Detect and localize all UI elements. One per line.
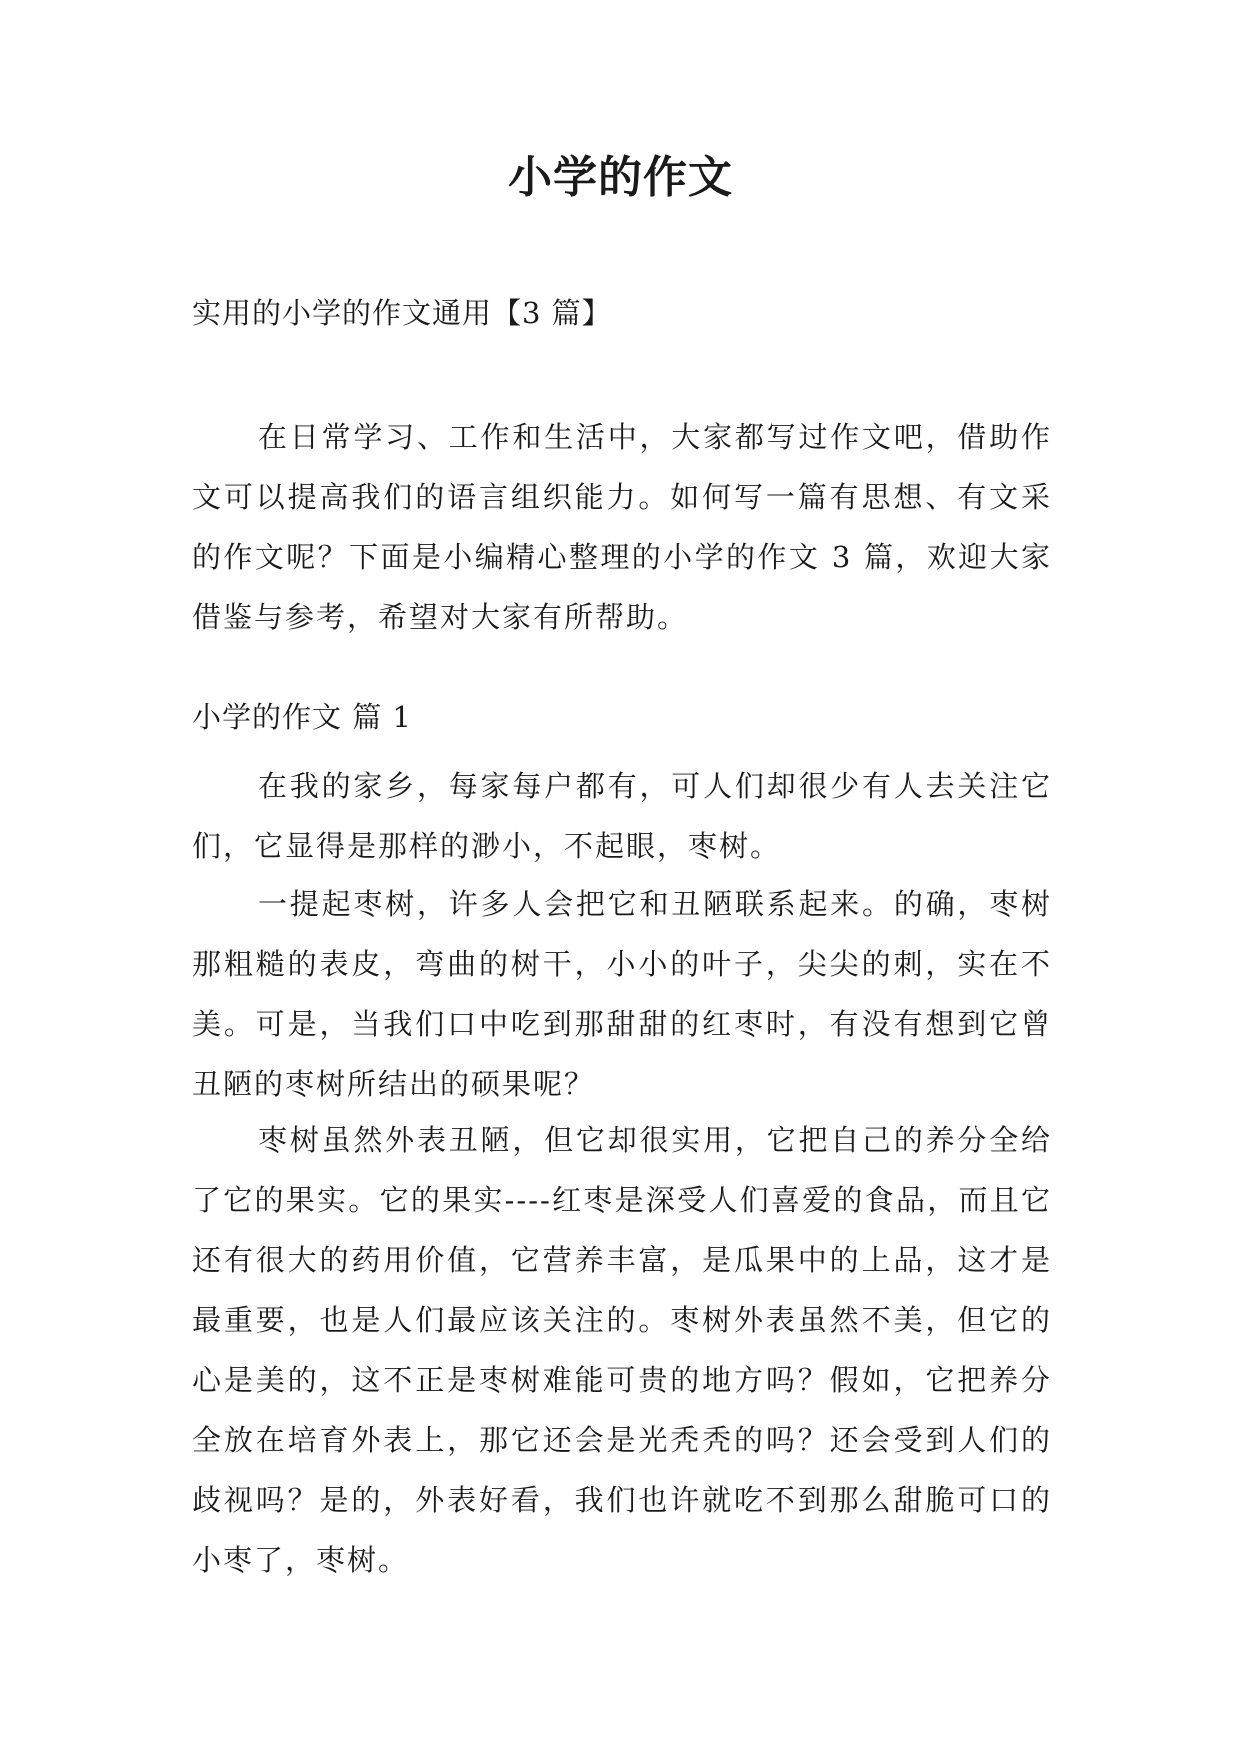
section-heading: 小学的作文 篇 1	[192, 700, 412, 734]
body-paragraph-3: 枣树虽然外表丑陋，但它却很实用，它把自己的养分全给了它的果实。它的果实----红枣是深受人们喜爱的食品，而且它还有很大的药用价值，它营养丰富，是瓜果中的上品，这才是最重要，也是人们最应该关注的。枣树外表虽然不美，但它的心是美的，这不正是枣树难能可贵的地方吗？假如，它把养分全放在培育外表上，那它还会是光秃秃的吗？还会受到人们的歧视吗？是的，外表好看，我们也许就吃不到那么甜脆可口的小枣了，枣树。	[192, 1123, 1052, 1577]
intro-paragraph: 在日常学习、工作和生活中，大家都写过作文吧，借助作文可以提高我们的语言组织能力。如何写一篇有思想、有文采的作文呢？下面是小编精心整理的小学的作文 3 篇，欢迎大家借鉴与参考，希望对大家有所帮助。	[192, 420, 1052, 634]
body-paragraph-1: 在我的家乡，每家每户都有，可人们却很少有人去关注它们，它显得是那样的渺小，不起眼，枣树。	[192, 769, 1052, 863]
document-title: 小学的作文	[508, 152, 733, 203]
document-subtitle: 实用的小学的作文通用【3 篇】	[192, 296, 612, 330]
body-paragraph-2: 一提起枣树，许多人会把它和丑陋联系起来。的确，枣树那粗糙的表皮，弯曲的树干，小小的叶子，尖尖的刺，实在不美。可是，当我们口中吃到那甜甜的红枣时，有没有想到它曾丑陋的枣树所结出的硕果呢？	[192, 887, 1052, 1101]
